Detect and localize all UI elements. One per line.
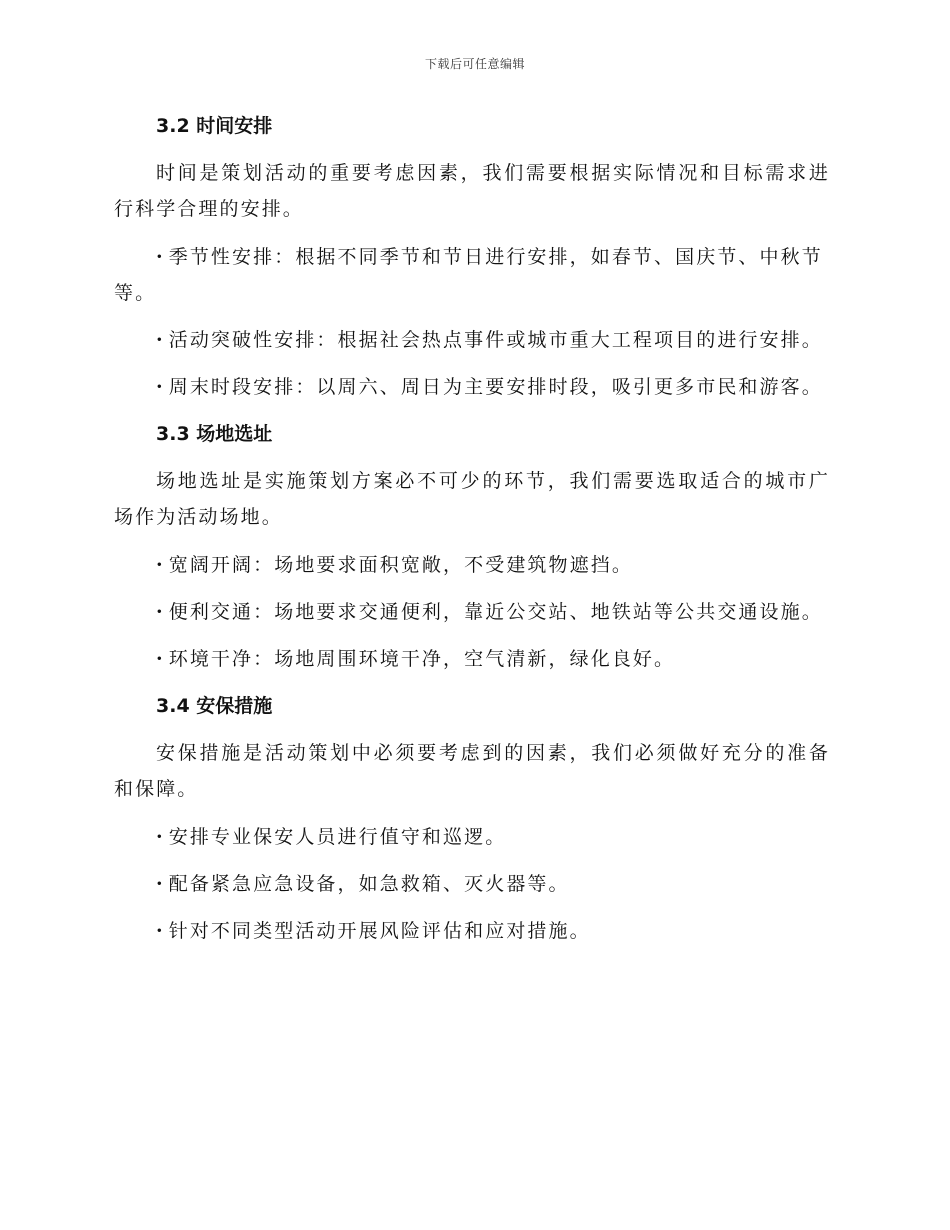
bullet-dot: ·	[156, 246, 165, 268]
bullet-item	[114, 322, 830, 358]
bullet-text: 安排专业保安人员进行值守和巡逻。	[168, 826, 507, 848]
bullet-item	[114, 369, 830, 405]
bullet-text: 便利交通：场地要求交通便利，靠近公交站、地铁站等公共交通设施。	[168, 601, 823, 623]
bullet-text: 宽阔开阔：场地要求面积宽敞，不受建筑物遮挡。	[168, 554, 633, 576]
bullet-item	[114, 913, 830, 949]
section-heading: 3.3 场地选址	[156, 423, 273, 445]
bullet-item	[114, 547, 830, 583]
bullet-text: 季节性安排：根据不同季节和节日进行安排，如春节、国庆节、中秋节等。	[114, 246, 823, 304]
document-body	[114, 108, 830, 960]
section-intro: 场地选址是实施策划方案必不可少的环节，我们需要选取适合的城市广场作为活动场地。	[114, 470, 830, 528]
section-heading: 3.4 安保措施	[156, 695, 273, 717]
bullet-text: 针对不同类型活动开展风险评估和应对措施。	[168, 920, 591, 942]
bullet-text: 周末时段安排：以周六、周日为主要安排时段，吸引更多市民和游客。	[168, 376, 823, 398]
bullet-text: 环境干净：场地周围环境干净，空气清新，绿化良好。	[168, 648, 676, 670]
section-venue-selection	[114, 416, 830, 677]
bullet-dot: ·	[156, 873, 165, 895]
bullet-text: 活动突破性安排：根据社会热点事件或城市重大工程项目的进行安排。	[168, 329, 823, 351]
section-time-arrangement	[114, 108, 830, 405]
bullet-item	[114, 239, 830, 311]
bullet-item	[114, 866, 830, 902]
section-intro: 安保措施是活动策划中必须要考虑到的因素，我们必须做好充分的准备和保障。	[114, 742, 830, 800]
bullet-text: 配备紧急应急设备，如急救箱、灭火器等。	[168, 873, 570, 895]
bullet-dot: ·	[156, 554, 165, 576]
bullet-dot: ·	[156, 376, 165, 398]
bullet-dot: ·	[156, 920, 165, 942]
bullet-dot: ·	[156, 601, 165, 623]
bullet-dot: ·	[156, 826, 165, 848]
bullet-item	[114, 594, 830, 630]
bullet-dot: ·	[156, 329, 165, 351]
bullet-item	[114, 641, 830, 677]
section-security-measures	[114, 688, 830, 949]
bullet-dot: ·	[156, 648, 165, 670]
section-intro: 时间是策划活动的重要考虑因素，我们需要根据实际情况和目标需求进行科学合理的安排。	[114, 162, 830, 220]
section-heading: 3.2 时间安排	[156, 115, 273, 137]
running-header: 下载后可任意编辑	[424, 57, 525, 71]
bullet-item	[114, 819, 830, 855]
